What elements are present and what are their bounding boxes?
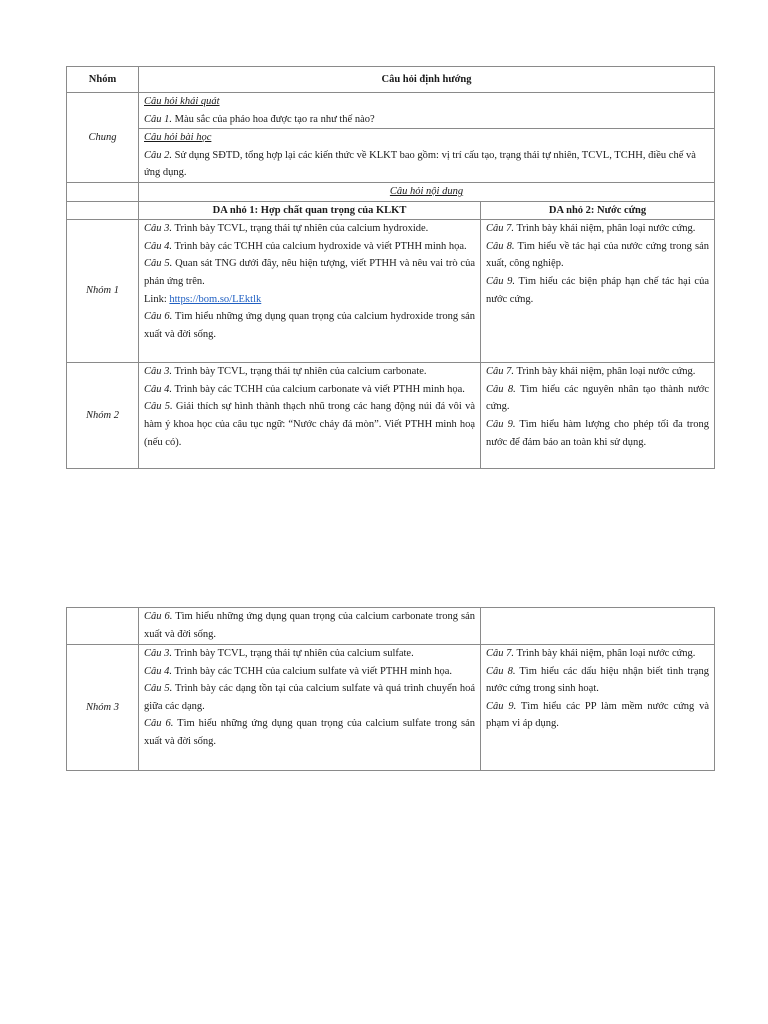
nhom2-question-6: Câu 6. Tìm hiểu những ứng dụng quan trọng của calcium carbonate trong sản xuất và đời sống. — [139, 608, 481, 645]
guiding-questions-table — [66, 66, 715, 469]
subproject-2-title: DA nhỏ 2: Nước cứng — [481, 201, 715, 220]
group-nhom-1: Nhóm 1 — [67, 220, 139, 363]
lesson-question-title: Câu hỏi bài học — [144, 132, 212, 144]
header-questions-cell: Câu hỏi định hướng — [139, 67, 715, 93]
group-chung: Chung — [67, 93, 139, 183]
q2-text: Sử dụng SĐTD, tổng hợp lại các kiến thức về KLKT bao gồm: vị trí cấu tạo, trạng thái tự nhiên, TCVL, TCHH, điều chế và ứng dụng. — [144, 149, 696, 179]
header-group-cell: Nhóm — [67, 67, 139, 93]
guiding-questions-table-continued — [66, 607, 715, 771]
video-link[interactable]: https://bom.so/LEktlk — [169, 293, 262, 305]
group-nhom-2: Nhóm 2 — [67, 363, 139, 469]
general-question-cell — [139, 93, 715, 129]
content-questions-title: Câu hỏi nội dung — [139, 182, 715, 201]
q1-text: Màu sắc của pháo hoa được tạo ra như thế nào? — [172, 113, 375, 125]
general-question-title: Câu hỏi khái quát — [144, 96, 220, 107]
nhom2-questions-2: Câu 7. Trình bày khái niệm, phân loại nước cứng. Câu 8. Tìm hiểu các nguyên nhân tạo thành nước cứng. Câu 9. Tìm hiểu hàm lượng cho phép tối đa trong nước để đảm bảo an toàn khi sử dụng. — [481, 363, 715, 469]
q2-label: Câu 2. — [144, 149, 173, 161]
nhom3-questions-2: Câu 7. Trình bày khái niệm, phân loại nước cứng. Câu 8. Tìm hiểu các dấu hiệu nhận biết tình trạng nước cứng trong sinh hoạt. Câu 9. Tìm hiểu các PP làm mềm nước cứng và phạm vi áp dụng. — [481, 645, 715, 771]
q1-label: Câu 1. — [144, 113, 173, 125]
subproject-1-title: DA nhỏ 1: Hợp chất quan trọng của KLKT — [139, 201, 481, 220]
lesson-question-cell — [139, 129, 715, 183]
nhom3-questions-1: Câu 3. Trình bày TCVL, trạng thái tự nhiên của calcium sulfate. Câu 4. Trình bày các TCHH của calcium sulfate và viết PTHH minh họa. Câu 5. Trình bày các dạng tồn tại của calcium sulfate và quá trình chuyển hoá giữa các dạng. Câu 6. Tìm hiểu những ứng dụng quan trọng của calcium sulfate trong sản xuất và đời sống. — [139, 645, 481, 771]
nhom1-questions-2: Câu 7. Trình bày khái niệm, phân loại nước cứng. Câu 8. Tìm hiểu về tác hại của nước cứng trong sản xuất, công nghiệp. Câu 9. Tìm hiểu các biện pháp hạn chế tác hại của nước cứng. — [481, 220, 715, 363]
nhom1-questions-1: Câu 3. Trình bày TCVL, trạng thái tự nhiên của calcium hydroxide. Câu 4. Trình bày các TCHH của calcium hydroxide và viết PTHH minh họa. Câu 5. Quan sát TNG dưới đây, nêu hiện tượng, viết PTHH và nêu vai trò của phản ứng trên. Link: https://bom.so/LEktlk Câu 6. Tìm hiểu những ứng dụng quan trọng của calcium hydroxide trong sản xuất và đời sống. — [139, 220, 481, 363]
group-nhom-3: Nhóm 3 — [67, 645, 139, 771]
nhom2-questions-1: Câu 3. Trình bày TCVL, trạng thái tự nhiên của calcium carbonate. Câu 4. Trình bày các TCHH của calcium carbonate và viết PTHH minh họa. Câu 5. Giải thích sự hình thành thạch nhũ trong các hang động núi đá vôi và hàm ý khoa học của câu tục ngữ: “Nước chảy đá mòn”. Viết PTHH minh hoạ (nếu có). — [139, 363, 481, 469]
